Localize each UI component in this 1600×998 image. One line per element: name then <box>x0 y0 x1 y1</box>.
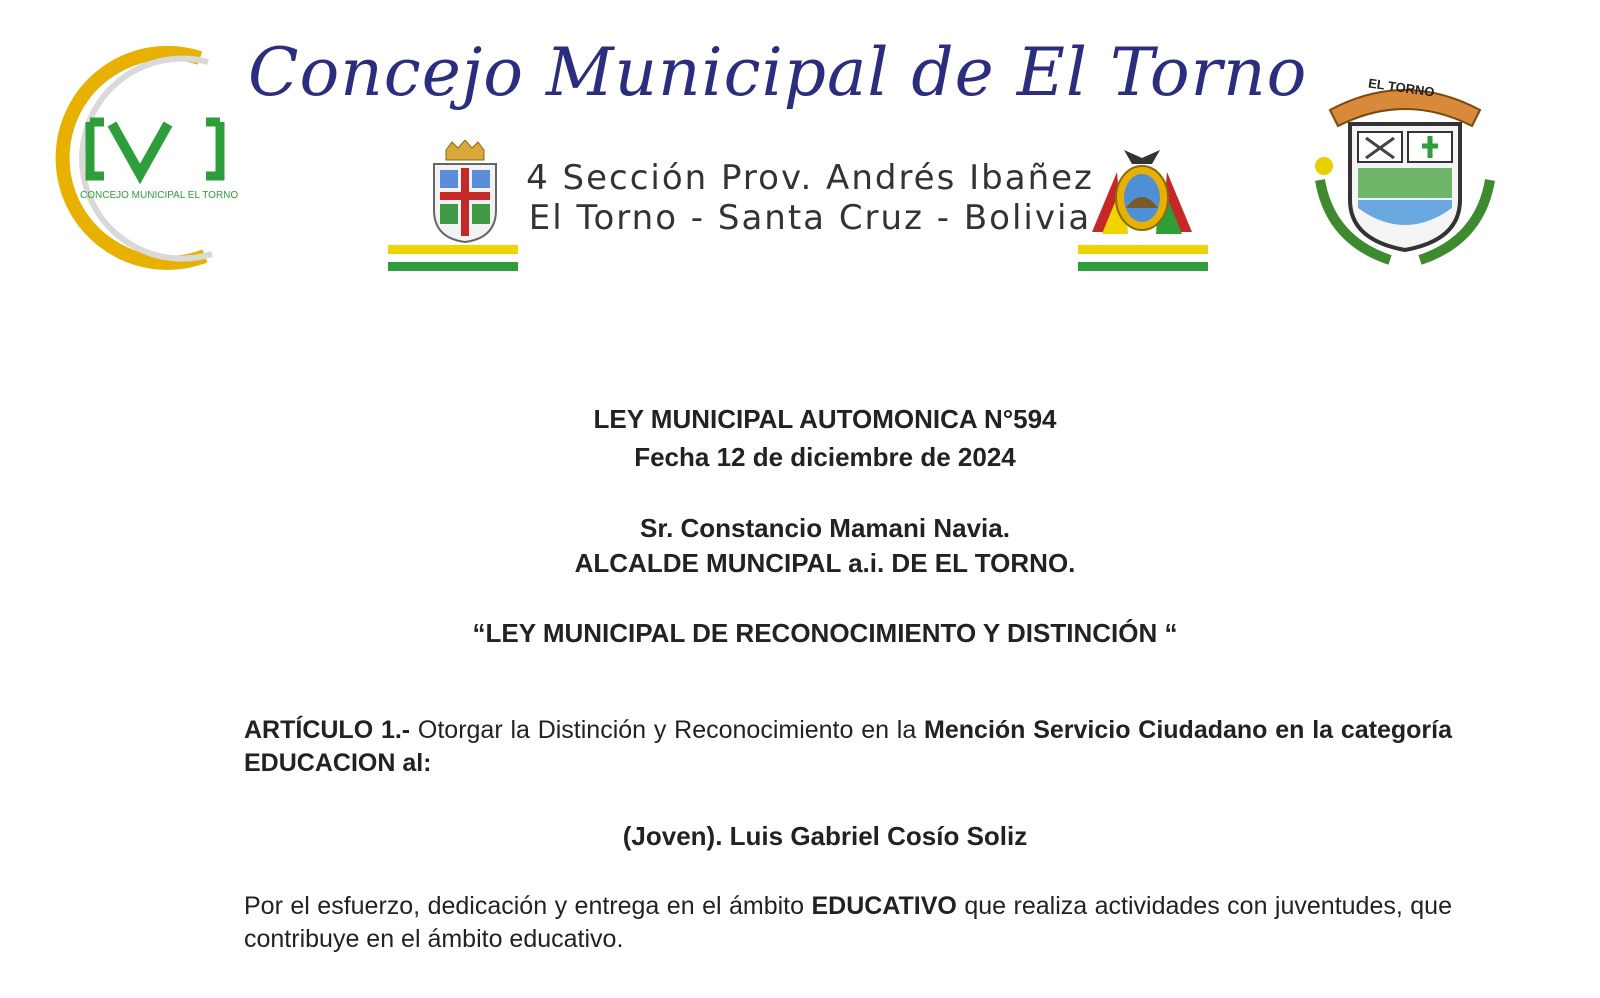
law-title: “LEY MUNICIPAL DE RECONOCIMIENTO Y DISTINCIÓN “ <box>472 618 1178 648</box>
article-1-text: Otorgar la Distinción y Reconocimiento en la <box>410 716 925 744</box>
recipient-title: ALCALDE MUNCIPAL a.i. DE EL TORNO. <box>574 548 1076 578</box>
reason-emphasis: EDUCATIVO <box>811 892 957 920</box>
article-1 <box>244 714 1452 780</box>
council-logo-text: CONCEJO MUNICIPAL EL TORNO <box>80 190 239 201</box>
flag-stripe-green <box>1078 262 1208 271</box>
recipient-name: Sr. Constancio Mamani Navia. <box>640 513 1010 543</box>
departmental-crest <box>430 140 500 244</box>
council-title: Concejo Municipal de El Torno <box>248 34 1308 111</box>
law-number: LEY MUNICIPAL AUTOMONICA N°594 <box>593 404 1057 434</box>
flag-stripe-yellow <box>1078 245 1208 254</box>
flag-stripe-gap <box>388 254 518 262</box>
municipal-emblem <box>1310 70 1500 270</box>
departmental-coat-of-arms-icon <box>430 140 500 244</box>
bolivia-coat-of-arms-icon <box>1082 142 1202 242</box>
reason-paragraph <box>244 890 1452 956</box>
reason-before: Por el esfuerzo, dedicación y entrega en el ámbito <box>244 892 812 920</box>
reason-after: que realiza actividades con juventudes, que contribuye en el ámbito educativo. <box>244 892 1452 953</box>
subtitle-location: El Torno - Santa Cruz - Bolivia <box>528 198 1092 238</box>
article-1-label: ARTÍCULO 1.- <box>244 716 411 744</box>
council-logo <box>30 44 250 274</box>
article-1-emphasis: Mención Servicio Ciudadano en la categoría EDUCACION al: <box>244 716 1452 777</box>
council-logo-icon <box>30 44 250 274</box>
honoree-name: (Joven). Luis Gabriel Cosío Soliz <box>622 821 1028 851</box>
municipal-shield-icon <box>1310 70 1500 270</box>
flag-stripe-green <box>388 262 518 271</box>
flag-stripe-yellow <box>388 245 518 254</box>
bolivia-crest <box>1082 142 1202 242</box>
law-date: Fecha 12 de diciembre de 2024 <box>634 442 1016 472</box>
municipal-emblem-text: EL TORNO <box>1367 75 1436 100</box>
subtitle-province: 4 Sección Prov. Andrés Ibañez <box>526 158 1094 198</box>
flag-stripes-right <box>1078 245 1208 271</box>
flag-stripes-left <box>388 245 518 271</box>
flag-stripe-gap <box>1078 254 1208 262</box>
